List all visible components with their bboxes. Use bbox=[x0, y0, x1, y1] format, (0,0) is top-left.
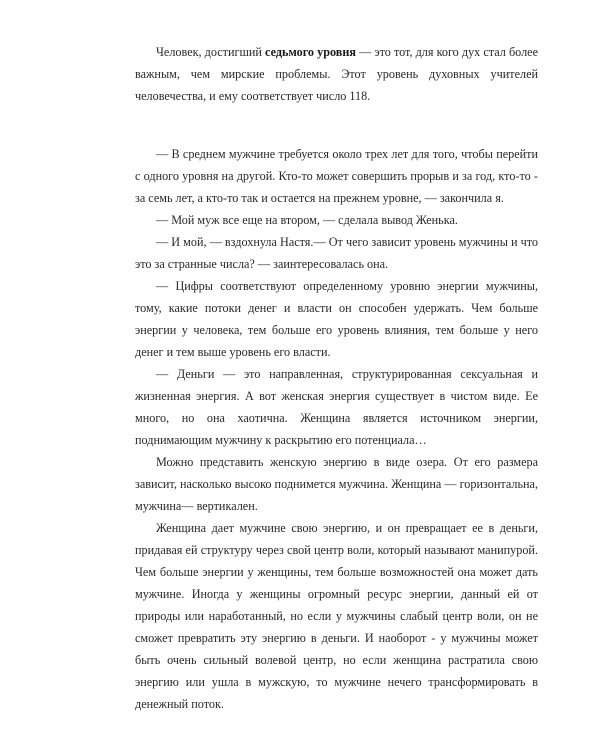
paragraph: — Мой муж все еще на втором, — сделала вывод Женька. bbox=[156, 213, 458, 227]
intro-paragraph bbox=[135, 41, 538, 107]
intro-text-before: Человек, достигший bbox=[156, 45, 266, 59]
dialogue-section bbox=[135, 143, 538, 715]
paragraph: — В среднем мужчине требуется около трех лет для того, чтобы перейти с одного уровня на другой. Кто-то может совершить прорыв и за год, кто-то - за семь лет, а кто-то так и остается на прежнем уровне, — закончила я. bbox=[135, 147, 538, 205]
intro-text-after: — это тот, для кого дух стал более важным, чем мирские проблемы. Этот уровень духовных учителей человечества, и ему соответствует число 118. bbox=[135, 45, 538, 103]
paragraph: Женщина дает мужчине свою энергию, и он превращает ее в деньги, придавая ей структуру через свой центр воли, который называют манипурой. Чем больше энергии у женщины, тем больше возможностей она может дать мужчине. Иногда у женщины огромный ресурс энергии, данный ей от природы или наработанный, но если у мужчины слабый центр воли, он не сможет превратить эту энергию в деньги. И наоборот - у мужчины может быть очень сильный волевой центр, но если женщина растратила свою энергию или ушла в мужскую, то мужчине нечего трансформировать в денежный поток. bbox=[135, 521, 538, 711]
paragraph: — И мой, — вздохнула Настя.— От чего зависит уровень мужчины и что это за странные числа? — заинтересовалась она. bbox=[135, 235, 538, 271]
paragraph: Можно представить женскую энергию в виде озера. От его размера зависит, насколько высоко поднимется мужчина. Женщина — горизонтальна, мужчина— вертикален. bbox=[135, 455, 538, 513]
paragraph: — Цифры соответствуют определенному уровню энергии мужчины, тому, какие потоки денег и власти он способен удержать. Чем больше энергии у человека, тем больше его уровень влияния, тем больше у него денег и тем выше уровень его власти. bbox=[135, 279, 538, 359]
paragraph: — Деньги — это направленная, структурированная сексуальная и жизненная энергия. А вот женская энергия существует в чистом виде. Ее много, но она хаотична. Женщина является источником энергии, поднимающим мужчину к раскрытию его потенциала… bbox=[135, 367, 538, 447]
intro-bold-term: седьмого уровня bbox=[265, 45, 356, 59]
intro-section bbox=[135, 41, 538, 107]
